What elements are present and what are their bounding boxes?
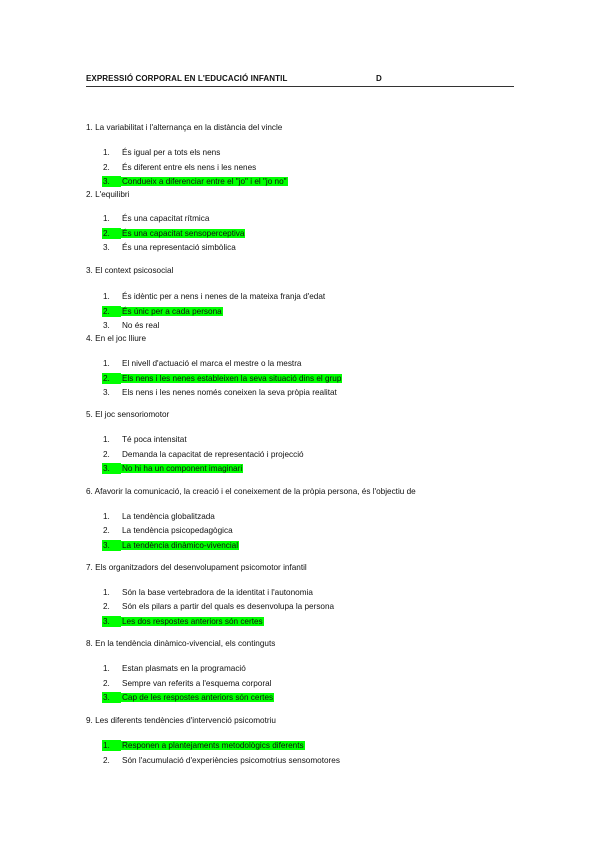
answer-option xyxy=(103,663,247,674)
option-number: 3. xyxy=(103,243,110,252)
answer-option xyxy=(103,358,303,369)
option-number: 2. xyxy=(103,526,110,535)
option-number: 2. xyxy=(102,306,121,317)
option-text: És diferent entre els nens i les nenes xyxy=(122,163,257,172)
option-text: Cap de les respostes anteriors són certes xyxy=(122,693,274,702)
answer-option-correct xyxy=(103,540,239,551)
option-number: 3. xyxy=(103,388,110,397)
option-text: La tendència psicopedagògica xyxy=(122,526,233,535)
option-text: Condueix a diferenciar entre el "jo" i el "jo no" xyxy=(122,177,287,186)
option-text: És una capacitat rítmica xyxy=(122,214,210,223)
option-number: 1. xyxy=(103,148,110,157)
option-text: Són la base vertebradora de la identitat i l'autonomia xyxy=(122,588,313,597)
option-text: És idèntic per a nens i nenes de la mateixa franja d'edat xyxy=(122,292,326,301)
option-text: No hi ha un component imaginari xyxy=(122,464,243,473)
option-number: 1. xyxy=(103,588,110,597)
question-text: 9. Les diferents tendències d'intervenció psicomotriu xyxy=(86,716,276,725)
option-number: 1. xyxy=(103,359,110,368)
answer-option xyxy=(103,147,221,158)
option-number: 2. xyxy=(103,163,110,172)
option-text: La tendència dinàmico-vivencial xyxy=(122,541,239,550)
answer-option-correct xyxy=(103,616,264,627)
option-number: 3. xyxy=(102,692,121,703)
option-text: Té poca intensitat xyxy=(122,435,187,444)
option-text: Són l'acumulació d'experiències psicomotrius sensomotores xyxy=(122,756,340,765)
option-text: Estan plasmats en la programació xyxy=(122,664,246,673)
option-number: 1. xyxy=(103,214,110,223)
option-number: 3. xyxy=(103,321,110,330)
answer-option xyxy=(103,678,272,689)
answer-option-correct xyxy=(103,228,245,239)
question-text: 6. Afavorir la comunicació, la creació i el coneixement de la pròpia persona, és l'objectiu de xyxy=(86,487,416,496)
answer-option xyxy=(103,291,326,302)
option-number: 2. xyxy=(103,602,110,611)
option-text: És igual per a tots els nens xyxy=(122,148,221,157)
option-text: Són els pilars a partir del quals es desenvolupa la persona xyxy=(122,602,335,611)
question-text: 7. Els organitzadors del desenvolupament psicomotor infantil xyxy=(86,563,307,572)
option-number: 3. xyxy=(102,540,121,551)
option-text: És únic per a cada persona xyxy=(122,307,222,316)
exam-version-letter: D xyxy=(376,74,382,83)
option-text: La tendència globalitzada xyxy=(122,512,215,521)
answer-option-correct xyxy=(103,306,223,317)
option-text: Sempre van referits a l'esquema corporal xyxy=(122,679,272,688)
option-text: Les dos respostes anteriors són certes xyxy=(122,617,263,626)
option-number: 2. xyxy=(102,373,121,384)
answer-option-correct xyxy=(103,373,342,384)
question-text: 4. En el joc lliure xyxy=(86,334,147,343)
option-number: 3. xyxy=(102,463,121,474)
option-number: 1. xyxy=(103,435,110,444)
option-number: 2. xyxy=(103,679,110,688)
option-text: Responen a plantejaments metodològics diferents xyxy=(122,741,304,750)
question-text: 5. El joc sensoriomotor xyxy=(86,410,170,419)
answer-option-correct xyxy=(103,463,243,474)
document-title: EXPRESSIÓ CORPORAL EN L'EDUCACIÓ INFANTIL xyxy=(86,74,288,83)
answer-option xyxy=(103,755,341,766)
answer-option xyxy=(103,525,234,536)
answer-option xyxy=(103,387,338,398)
answer-option xyxy=(103,601,335,612)
option-number: 1. xyxy=(103,292,110,301)
answer-option xyxy=(103,449,305,460)
answer-option xyxy=(103,213,210,224)
option-number: 1. xyxy=(103,664,110,673)
option-number: 1. xyxy=(103,512,110,521)
document-header xyxy=(86,74,514,87)
option-text: No és real xyxy=(122,321,160,330)
answer-option-correct xyxy=(103,740,305,751)
answer-option-correct xyxy=(103,176,288,187)
option-text: És una capacitat sensoperceptiva xyxy=(122,229,245,238)
question-text: 3. El context psicosocial xyxy=(86,266,174,275)
option-number: 1. xyxy=(102,740,121,751)
question-text: 2. L'equilibri xyxy=(86,190,130,199)
question-text: 8. En la tendència dinàmico-vivencial, els continguts xyxy=(86,639,276,648)
option-number: 2. xyxy=(103,756,110,765)
answer-option xyxy=(103,320,160,331)
answer-option xyxy=(103,242,237,253)
option-text: És una representació simbòlica xyxy=(122,243,236,252)
option-text: Els nens i les nenes estableixen la seva situació dins el grup xyxy=(122,374,342,383)
option-text: El nivell d'actuació el marca el mestre o la mestra xyxy=(122,359,302,368)
question-text: 1. La variabilitat i l'alternança en la distància del vincle xyxy=(86,123,283,132)
option-text: Demanda la capacitat de representació i projecció xyxy=(122,450,304,459)
answer-option xyxy=(103,162,257,173)
option-text: Els nens i les nenes només coneixen la seva pròpia realitat xyxy=(122,388,337,397)
answer-option xyxy=(103,511,216,522)
option-number: 2. xyxy=(103,450,110,459)
answer-option xyxy=(103,434,188,445)
option-number: 2. xyxy=(102,228,121,239)
answer-option xyxy=(103,587,314,598)
option-number: 3. xyxy=(102,176,121,187)
answer-option-correct xyxy=(103,692,274,703)
option-number: 3. xyxy=(102,616,121,627)
